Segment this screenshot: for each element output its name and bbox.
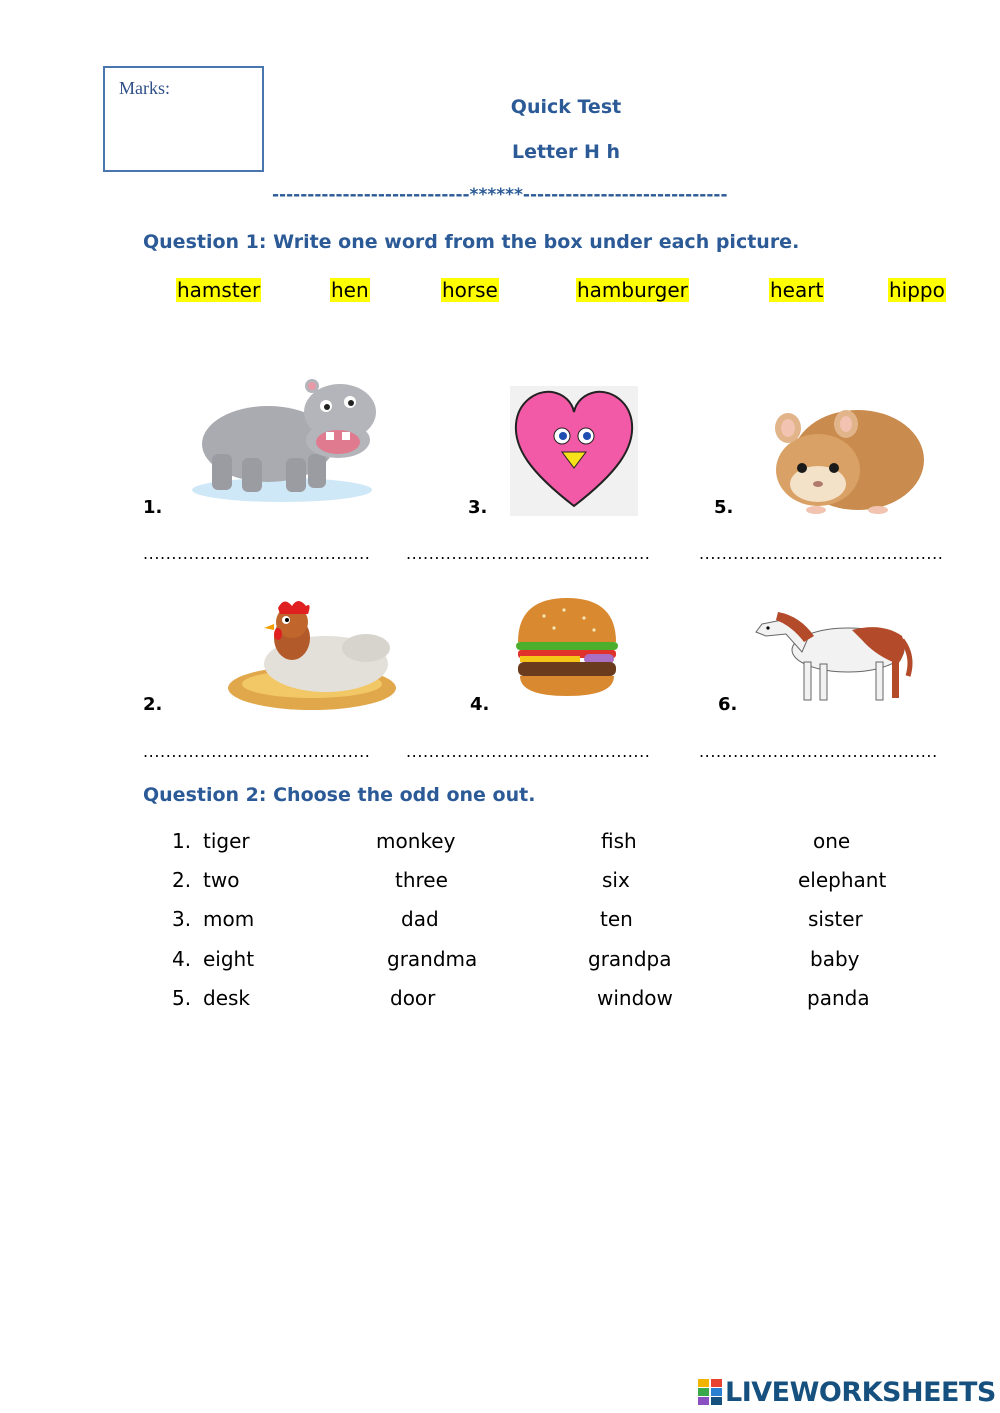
item-number: 1. [143, 497, 163, 518]
odd-option[interactable]: ten [600, 907, 633, 931]
word-box-item: heart [770, 278, 824, 302]
page-title: Quick Test [510, 96, 622, 118]
item-number: 4. [470, 694, 490, 715]
odd-option[interactable]: monkey [376, 829, 456, 853]
item-number: 3. [468, 497, 488, 518]
hen-icon [226, 598, 398, 714]
odd-option[interactable]: tiger [203, 829, 250, 853]
item-number: 2. [143, 694, 163, 715]
odd-option[interactable]: desk [203, 986, 251, 1010]
word-box-item: hen [331, 278, 369, 302]
answer-line[interactable]: ........................................... [699, 544, 944, 563]
odd-option[interactable]: panda [807, 986, 870, 1010]
odd-row-number: 3. [172, 907, 192, 931]
odd-option[interactable]: one [813, 829, 851, 853]
answer-line[interactable]: ........................................... [406, 742, 651, 761]
odd-row-number: 5. [172, 986, 192, 1010]
hamburger-icon [514, 596, 620, 698]
odd-option[interactable]: mom [203, 907, 255, 931]
page-subtitle: Letter H h [511, 141, 621, 163]
odd-option[interactable]: door [390, 986, 436, 1010]
question-2-heading: Question 2: Choose the odd one out. [143, 784, 536, 806]
odd-row-number: 4. [172, 947, 192, 971]
odd-row-number: 1. [172, 829, 192, 853]
word-box-item: horse [442, 278, 498, 302]
item-number: 6. [718, 694, 738, 715]
marks-box [103, 66, 264, 172]
liveworksheets-brand[interactable] [698, 1376, 996, 1408]
answer-line[interactable]: .......................................... [699, 742, 938, 761]
answer-line[interactable]: ........................................ [143, 544, 371, 563]
answer-line[interactable]: ........................................... [406, 544, 651, 563]
odd-option[interactable]: elephant [798, 868, 887, 892]
odd-option[interactable]: fish [601, 829, 637, 853]
word-box-item: hamburger [577, 278, 688, 302]
odd-row-number: 2. [172, 868, 192, 892]
word-box-item: hippo [889, 278, 945, 302]
odd-option[interactable]: eight [203, 947, 255, 971]
heart-icon [510, 386, 638, 516]
marks-label: Marks: [119, 78, 170, 98]
title-divider: ----------------------------******----------------------------- [272, 185, 728, 205]
liveworksheets-logo-icon [698, 1379, 722, 1405]
odd-option[interactable]: three [395, 868, 448, 892]
odd-option[interactable]: window [597, 986, 673, 1010]
item-number: 5. [714, 497, 734, 518]
odd-option[interactable]: two [203, 868, 240, 892]
answer-line[interactable]: ........................................ [143, 742, 371, 761]
question-1-heading: Question 1: Write one word from the box under each picture. [143, 231, 800, 253]
odd-option[interactable]: grandma [387, 947, 478, 971]
brand-name: LIVEWORKSHEETS [725, 1376, 996, 1408]
horse-icon [752, 606, 914, 704]
odd-option[interactable]: grandpa [588, 947, 672, 971]
odd-option[interactable]: six [602, 868, 630, 892]
hippo-icon [190, 372, 382, 502]
odd-option[interactable]: sister [808, 907, 863, 931]
hamster-icon [766, 398, 926, 516]
odd-option[interactable]: baby [810, 947, 860, 971]
word-box-item: hamster [177, 278, 261, 302]
odd-option[interactable]: dad [401, 907, 439, 931]
